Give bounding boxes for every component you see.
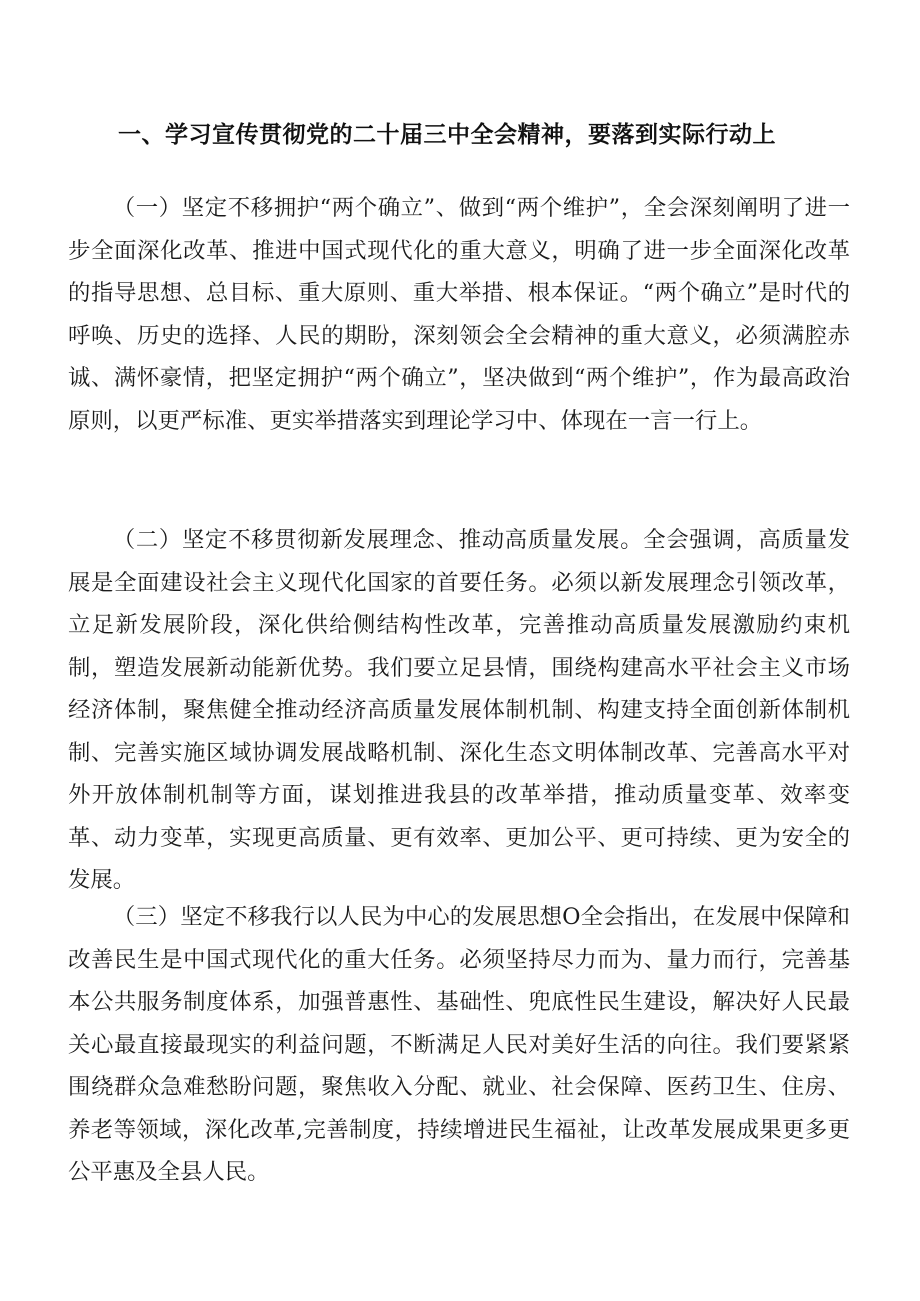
paragraph-1: （一）坚定不移拥护“两个确立”、做到“两个维护”，全会深刻阐明了进一步全面深化改革、推进中国式现代化的重大意义，明确了进一步全面深化改革的指导思想、总目标、重大原则、重大举措、根本保证。“两个确立”是时代的呼唤、历史的选择、人民的期盼，深刻领会全会精神的重大意义，必须满腔赤诚、满怀豪情，把坚定拥护“两个确立”，坚决做到“两个维护”，作为最高政治原则，以更严标准、更实举措落实到理论学习中、体现在一言一行上。	[68, 195, 850, 434]
paragraph-2: （二）坚定不移贯彻新发展理念、推动高质量发展。全会强调，高质量发展是全面建设社会主义现代化国家的首要任务。必须以新发展理念引领改革，立足新发展阶段，深化供给侧结构性改革，完善推动高质量发展激励约束机制，塑造发展新动能新优势。我们要立足县情，围绕构建高水平社会主义市场经济体制，聚焦健全推动经济高质量发展体制机制、构建支持全面创新体制机制、完善实施区域协调发展战略机制、深化生态文明体制改革、完善高水平对外开放体制机制等方面，谋划推进我县的改革举措，推动质量变革、效率变革、动力变革，实现更高质量、更有效率、更加公平、更可持续、更为安全的发展。	[68, 527, 850, 894]
section-heading: 一、学习宣传贯彻党的二十届三中全会精神，要落到实际行动上	[118, 122, 776, 148]
paragraph-3: （三）坚定不移我行以人民为中心的发展思想O全会指出，在发展中保障和改善民生是中国式现代化的重大任务。必须坚持尽力而为、量力而行，完善基本公共服务制度体系，加强普惠性、基础性、兜底性民生建设，解决好人民最关心最直接最现实的利益问题，不断满足人民对美好生活的向往。我们要紧紧围绕群众急难愁盼问题，聚焦收入分配、就业、社会保障、医药卫生、住房、养老等领域，深化改革,完善制度，持续增进民生福祉，让改革发展成果更多更公平惠及全县人民。	[68, 904, 850, 1186]
